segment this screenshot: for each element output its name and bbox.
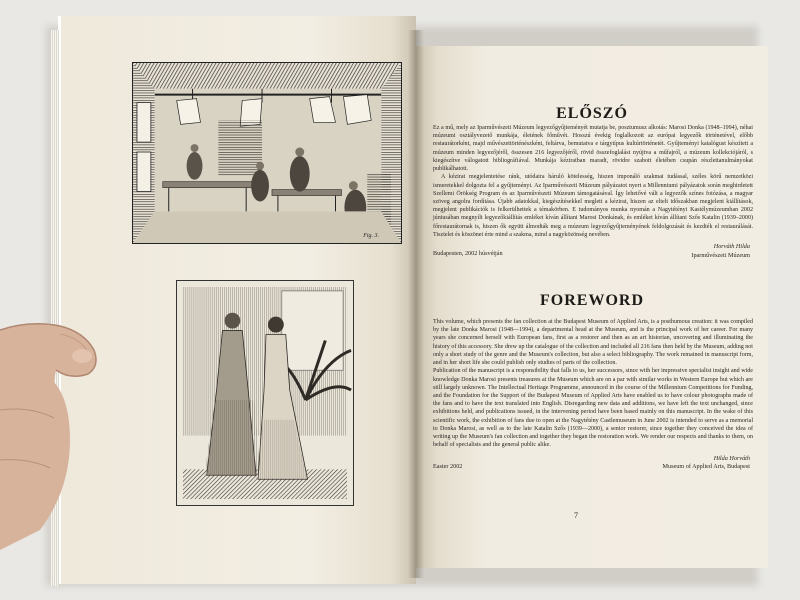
engraving-fan-workshop xyxy=(132,62,402,244)
english-paragraph-2: Publication of the manuscript is a responsibility that falls to us, her successors, since with her impressive specialist insight and wide knowledge Donka Marosi presents treasures at the Museum which are on a par with similar works in Western Europe but which are still largely unknown. The Intellectual Heritage Programme, announced in the course of the Millennium Competitions for Funding, and the Foundation for the Support of the Budapest Museum of Applied Arts have enabled us to have colour photographs made of the fans and to have the text translated into English. Disregarding new data and additions, we have left the text unchanged, since exhibitions held, and publications issued, in the intervening period have been based mainly on this manuscript. In the wake of this scientific work, the exhibition of fans due to open at the Nagytétény Castlemuseum in June 2002 is intended to serve as a memorial to Donka Marosi, as well as to the late Katalin Szős (1939—2000), a senior restorer, since together they conceived the idea of writing up the Museum's fan collection and together they began the restoration work. We render our respects and thanks to them, on behalf of specialists and the general public alike. xyxy=(433,368,753,449)
english-signature-institution: Museum of Applied Arts, Budapest xyxy=(662,463,750,470)
hungarian-heading: ELŐSZÓ xyxy=(556,105,628,122)
english-heading: FOREWORD xyxy=(540,292,644,309)
hungarian-place-date: Budapesten, 2002 húsvétján xyxy=(433,250,503,257)
engraving-caption: Fig. 3. xyxy=(363,233,379,240)
hungarian-paragraph-2: A kézirat megjelentetése ránk, utódaira háruló kötelesség, hiszen imponáló szakmai tudással, széles körű nemzetközi ismeretekkel dolgozta fel a gyűjteményt. Az Iparművészeti Múzeum pályázatot nyert a Millenniumi pályázatok során meghirdetett Szellemi Örökség Program és az Iparművészeti Múzeum támogatásával. Így lehetővé vált a legyezők színes fotózása, a magyar szöveg angolra fordítása. Újabb adatokkal, kiegészítésekkel meglett a kézirat, hiszen az eltelt időszakban megjelent kiállítások, megjelent publikációk is felkerülhettek a témakörben. E tudományos munka nyomán a Nagytétényi Kastélymúzeumban 2002 júniusában megnyílt legyezőkiállítás emléket kíván állítani Marosi Donkának, és emléket kíván állítani Szős Katalin (1939–2000) főrestaurátornak is, hiszen ők együtt álmodták meg a múzeum legyezőgyűjteményének feldolgozását és kezdték el restaurálását. Tisztelet és köszönet érte mind a szakma, mind a nagyközönség nevében. xyxy=(433,174,753,238)
english-signature-name: Hilda Horváth xyxy=(713,455,750,462)
page-number: 7 xyxy=(574,511,578,520)
hand xyxy=(0,290,130,550)
english-foreword-text xyxy=(433,318,753,450)
english-paragraph-1: This volume, which presents the fan collection at the Budapest Museum of Applied Arts, is a posthumous creation: it was compiled by the late Donka Marosi (1948—1994), a departmental head at the Museum, and is the principal work of her career. For many years she concerned herself with European fans, first as a restorer and then as an art historian, uncovering and illuminating the history of this accessory. She drew up the catalogue of the collection and included all 216 fans then held by the Museum, adding not only a short study of the genre and the Museum's collection, but also a select bibliography. The work remained in manuscript form, and in her short life she could publish only studies of parts of the collection. xyxy=(433,319,753,367)
engraving-two-ladies xyxy=(176,280,354,506)
hungarian-signature-institution: Iparművészeti Múzeum xyxy=(691,252,750,259)
hungarian-foreword-text xyxy=(433,124,753,250)
hungarian-paragraph-1: Ez a mű, mely az Iparművészeti Múzeum legyezőgyűjteményét mutatja be, posztumusz alkotás: Marosi Donka (1948–1994), néhai múzeumi osztályvezető munkája, életének főművét. Hosszú évekig foglalkozott az európai legyezők történetével, előbb restaurátorként, majd művészettörténészként, feltárva, bemutatva e tárgytípus kultúrtörténetét. Gyűjteményi katalógust készített a múzeum minden legyezőjéről, összesen 216 legyezőjéről, rövid összefoglalást nyújtva a műfajról, a múzeum kollekciójáról, s kiegészítve válogatott bibliográfiával. Munkája kéziratban maradt, rövidre szabott életében csupán részlettanulmányokat publikálhatott. xyxy=(433,125,753,173)
hungarian-signature-name: Horváth Hilda xyxy=(713,243,750,250)
english-place-date: Easter 2002 xyxy=(433,463,463,470)
